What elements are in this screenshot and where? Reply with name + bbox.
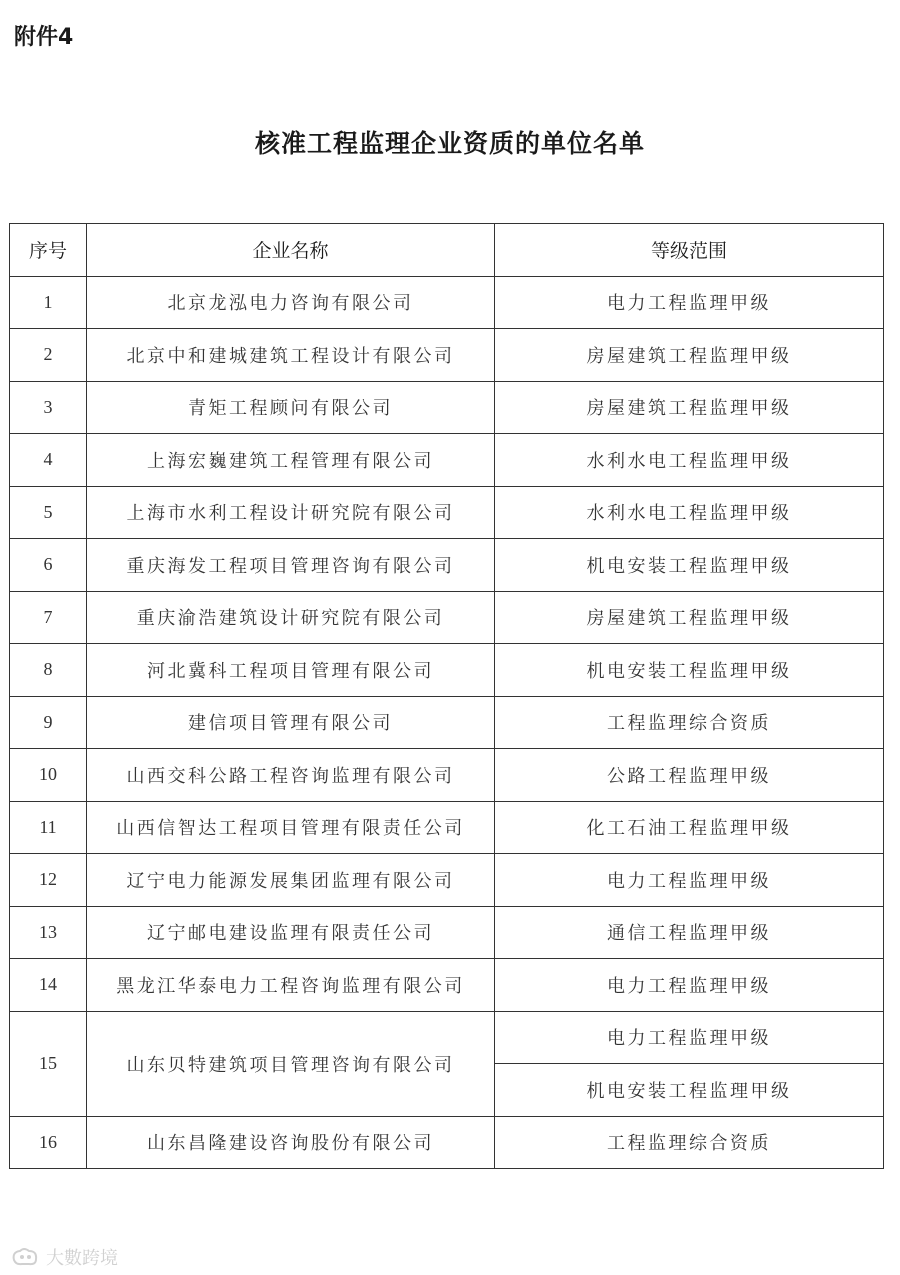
row-index: 6	[10, 539, 87, 592]
table-row	[10, 329, 884, 382]
header-index: 序号	[10, 224, 87, 277]
qualification-scope: 工程监理综合资质	[495, 1116, 884, 1169]
table-header-row	[10, 224, 884, 277]
company-name: 山西信智达工程项目管理有限责任公司	[87, 801, 495, 854]
qualification-scope: 电力工程监理甲级	[495, 959, 884, 1012]
qualification-scope: 机电安装工程监理甲级	[495, 644, 884, 697]
watermark-logo-icon	[10, 1246, 40, 1268]
table-row	[10, 434, 884, 487]
table-row	[10, 854, 884, 907]
qualification-scope: 电力工程监理甲级	[495, 1011, 884, 1064]
table-row	[10, 276, 884, 329]
row-index: 2	[10, 329, 87, 382]
table-row	[10, 486, 884, 539]
page-title: 核准工程监理企业资质的单位名单	[254, 129, 645, 158]
table-row	[10, 1116, 884, 1169]
company-name: 山西交科公路工程咨询监理有限公司	[87, 749, 495, 802]
table-row	[10, 1011, 884, 1064]
row-index: 5	[10, 486, 87, 539]
watermark-text: 大數跨境	[46, 1248, 118, 1269]
table-row	[10, 591, 884, 644]
company-name: 山东贝特建筑项目管理咨询有限公司	[87, 1011, 495, 1116]
table-row	[10, 381, 884, 434]
row-index: 1	[10, 276, 87, 329]
row-index: 3	[10, 381, 87, 434]
qualification-scope: 机电安装工程监理甲级	[495, 539, 884, 592]
table-row	[10, 906, 884, 959]
header-company-name: 企业名称	[87, 224, 495, 277]
qualification-scope: 房屋建筑工程监理甲级	[495, 381, 884, 434]
qualification-scope: 公路工程监理甲级	[495, 749, 884, 802]
company-name: 建信项目管理有限公司	[87, 696, 495, 749]
row-index: 7	[10, 591, 87, 644]
qualification-scope: 电力工程监理甲级	[495, 854, 884, 907]
row-index: 14	[10, 959, 87, 1012]
row-index: 13	[10, 906, 87, 959]
company-name: 上海市水利工程设计研究院有限公司	[87, 486, 495, 539]
row-index: 11	[10, 801, 87, 854]
company-name: 重庆海发工程项目管理咨询有限公司	[87, 539, 495, 592]
company-name: 河北冀科工程项目管理有限公司	[87, 644, 495, 697]
table-row	[10, 644, 884, 697]
company-name: 北京龙泓电力咨询有限公司	[87, 276, 495, 329]
qualification-scope: 房屋建筑工程监理甲级	[495, 591, 884, 644]
company-name: 青矩工程顾问有限公司	[87, 381, 495, 434]
company-name: 黑龙江华泰电力工程咨询监理有限公司	[87, 959, 495, 1012]
row-index: 4	[10, 434, 87, 487]
table-row	[10, 959, 884, 1012]
company-name: 北京中和建城建筑工程设计有限公司	[87, 329, 495, 382]
table-row	[10, 801, 884, 854]
company-table	[9, 223, 884, 1169]
row-index: 9	[10, 696, 87, 749]
row-index: 8	[10, 644, 87, 697]
row-index: 15	[10, 1011, 87, 1116]
attachment-label: 附件4	[14, 25, 74, 50]
qualification-scope: 工程监理综合资质	[495, 696, 884, 749]
table-row	[10, 749, 884, 802]
header-scope: 等级范围	[495, 224, 884, 277]
row-index: 10	[10, 749, 87, 802]
company-name: 辽宁电力能源发展集团监理有限公司	[87, 854, 495, 907]
watermark	[10, 1244, 118, 1270]
table-row	[10, 539, 884, 592]
company-name: 重庆渝浩建筑设计研究院有限公司	[87, 591, 495, 644]
company-name: 辽宁邮电建设监理有限责任公司	[87, 906, 495, 959]
qualification-scope: 机电安装工程监理甲级	[495, 1064, 884, 1117]
row-index: 16	[10, 1116, 87, 1169]
qualification-scope: 房屋建筑工程监理甲级	[495, 329, 884, 382]
qualification-scope: 化工石油工程监理甲级	[495, 801, 884, 854]
table-row	[10, 696, 884, 749]
company-name: 上海宏巍建筑工程管理有限公司	[87, 434, 495, 487]
qualification-scope: 水利水电工程监理甲级	[495, 486, 884, 539]
qualification-scope: 电力工程监理甲级	[495, 276, 884, 329]
qualification-scope: 水利水电工程监理甲级	[495, 434, 884, 487]
qualification-scope: 通信工程监理甲级	[495, 906, 884, 959]
company-name: 山东昌隆建设咨询股份有限公司	[87, 1116, 495, 1169]
row-index: 12	[10, 854, 87, 907]
